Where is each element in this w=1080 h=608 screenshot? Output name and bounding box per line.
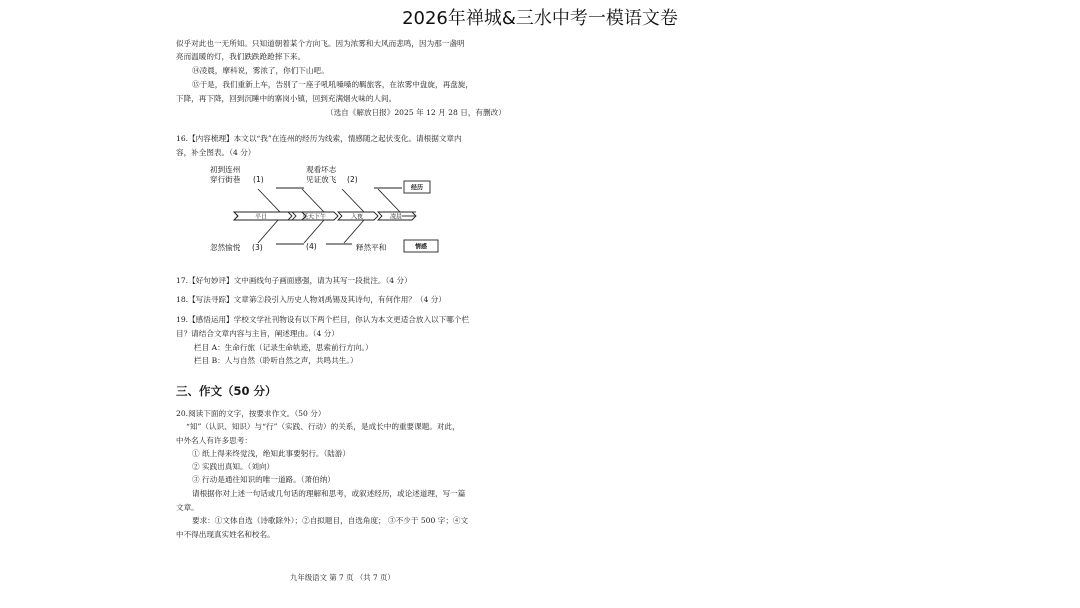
question-18: 18.【写法寻踪】文章第②段引入历史人物刘禹锡及其诗句，有何作用？（4 分）	[176, 295, 446, 304]
prompt-line: “知”（认识、知识）与“行”（实践、行动）的关系，是成长中的重要课题。对此，	[186, 422, 460, 431]
prompt-line: 文章。	[176, 503, 199, 512]
emotion-fishbone-diagram	[206, 163, 486, 259]
arrow-label-1: 平日	[254, 213, 268, 221]
passage-paragraph-15: ⑮于是，我们重新上车，告别了一座子吼吼嗓嗓的羁旅客，在浓雾中盘旋，再盘旋，	[192, 80, 473, 89]
blank-4: (4)	[306, 242, 317, 251]
page-footer: 九年级语文 第 7 页 （共 7 页）	[290, 573, 395, 582]
arrow-label-2: 某天下午	[301, 213, 327, 221]
blank-3: (3)	[252, 243, 263, 252]
requirements: 要求：①文体自选（诗歌除外）；②自拟题目，自选角度； ③不少于 500 字；④文	[192, 516, 469, 525]
prompt-line: 中外名人有许多思考：	[176, 436, 252, 445]
question-19: 19.【感悟运用】学校文学社刊物设有以下两个栏目，你认为本文更适合放入以下哪个栏	[176, 315, 470, 324]
quote-3: ③ 行动是通往知识的唯一道路。（萧伯纳）	[192, 475, 335, 484]
passage-line: 似乎对此也一无所知。只知道朝着某个方向飞。因为浓雾和大风而悲鸣，因为那一盏明	[176, 39, 465, 48]
question-16-cont: 容，补全图表。（4 分）	[176, 148, 256, 157]
question-16: 16.【内容梳理】本文以“我”在连州的经历为线索，情感随之起伏变化。请根据文章内	[176, 134, 462, 143]
page-title: 2026年禅城&三水中考一模语文卷	[402, 8, 678, 29]
top-label-4: 见证放飞	[306, 175, 337, 184]
top-label-1: 初到连州	[210, 165, 241, 174]
passage-line: 下降，再下降，回到沉睡中的寨岗小镇，回到充满烟火味的人间。	[176, 94, 397, 103]
quote-2: ② 实践出真知。（刘向）	[192, 462, 275, 471]
arrow-label-3: 入夜	[350, 213, 364, 221]
passage-source: （选自《解放日报》2025 年 12 月 28 日，有删改）	[326, 108, 506, 117]
box-emotion: 情感	[414, 243, 428, 251]
bottom-label-2: 释然平和	[356, 243, 387, 252]
passage-line: 亮而温暖的灯，我们跌跌跄跄摔下来。	[176, 52, 306, 61]
question-20: 20.阅读下面的文字，按要求作文。（50 分）	[176, 409, 326, 418]
blank-1: (1)	[253, 175, 264, 184]
option-a: 栏目 A：生命行旅（记录生命轨迹，思索前行方向。）	[194, 343, 373, 352]
passage-paragraph-14: ⑭凌晨，摩科说，雾浓了，你们下山吧。	[192, 66, 329, 75]
question-17: 17.【好句妙评】文中画线句子画面感强，请为其写一段批注。（4 分）	[176, 276, 412, 285]
arrow-label-4: 凌晨	[389, 213, 403, 221]
quote-1: ① 纸上得来终觉浅，绝知此事要躬行。（陆游）	[192, 449, 351, 458]
top-label-3: 观看坏志	[306, 165, 337, 174]
blank-2: (2)	[347, 175, 358, 184]
option-b: 栏目 B：人与自然（聆听自然之声，共鸣共生。）	[194, 356, 358, 365]
box-experience: 经历	[410, 184, 424, 192]
bottom-label-1: 忽然愉悦	[210, 243, 241, 252]
prompt-line: 请根据你对上述一句话或几句话的理解和思考，或叙述经历，或论述道理，写一篇	[192, 489, 466, 498]
top-label-2: 穿行街巷	[210, 175, 241, 184]
requirements-cont: 中不得出现真实姓名和校名。	[176, 530, 275, 539]
question-19-cont: 目？请结合文章内容与主旨，阐述理由。（4 分）	[176, 329, 339, 338]
section-3-heading: 三、作文（50 分）	[176, 384, 277, 398]
